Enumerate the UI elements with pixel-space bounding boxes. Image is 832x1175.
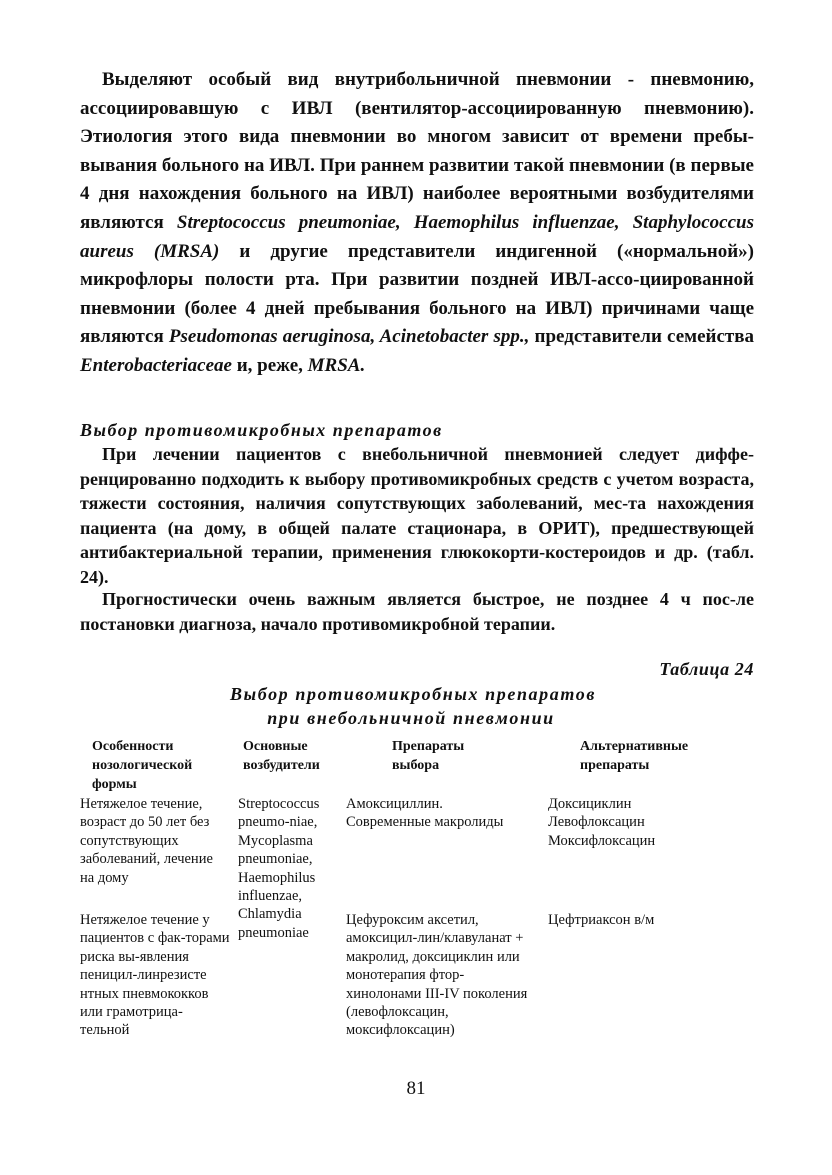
table-row1-pathogens: Streptococcus pneumo-niae, Mycoplasma pneumoniae, Haemophilus influenzae, Chlamydia pneumoniae <box>238 796 320 941</box>
table-row2-alternatives: Цефтриаксон в/м <box>548 912 655 928</box>
intro-text: и другие представители индигенной («нормальной») микрофлоры полости рта. При развитии поздней ИВЛ-ассо-циированной пневмонии (более 4 дней пребывания больного на ИВЛ) причинами чаще являются <box>80 240 754 348</box>
table-title-line1: Выбор противомикробных препаратов <box>230 684 596 704</box>
treatment-paragraph: При лечении пациентов с внебольничной пневмонией следует диффе-ренцированно подходить к выбору противомикробных средств с учетом возраста, тяжести состояния, наличия сопутствующих заболеваний, мес-та нахождения пациента (на дому, в общей палате стационара, в ОРИТ), предшествующей антибактериальной терапии, применения глюкокорти-костероидов и др. (табл. 24). <box>80 444 754 587</box>
table-row2-drugs: Цефуроксим аксетил, амоксицил-лин/клавуланат + макролид, доксициклин или монотерапия фтор-хинолонами III-IV поколения (левофлоксацин, моксифлоксацин) <box>346 912 528 1039</box>
page-number: 81 <box>406 1078 426 1099</box>
intro-paragraph <box>80 66 754 381</box>
latin-term: Enterobacteriaceae <box>80 354 232 376</box>
table-title-line2: при внебольничной пневмонии <box>267 708 555 728</box>
intro-text: Выделяют особый вид внутрибольничной пневмонии - пневмонию, ассоциировавшую с ИВЛ (вентилятор-ассоциированную пневмонию). Этиология этого вида пневмонии во многом зависит от времени пребы-вывания больного на ИВЛ. При раннем развитии такой пневмонии (в первые 4 дня нахождения больного на ИВЛ) наиболее вероятными возбудителями являются <box>80 69 754 233</box>
section-title: Выбор противомикробных препаратов <box>80 420 443 440</box>
latin-term: Pseudomonas aeruginosa, Acinetobacter spp., <box>168 326 530 348</box>
table-header-pathogens: Основные возбудители <box>243 739 320 773</box>
intro-text: представители семейства <box>529 326 754 348</box>
table-header-drugs: Препараты выбора <box>392 739 465 773</box>
table-row1-alternatives: Доксициклин Левофлоксацин Моксифлоксацин <box>548 796 656 849</box>
table-header-alternatives: Альтернативные препараты <box>580 739 689 773</box>
prognosis-paragraph: Прогностически очень важным является быстрое, не позднее 4 ч пос-ле постановки диагноза, начало противомикробной терапии. <box>80 589 754 634</box>
table-header-form: Особенности нозологической формы <box>92 739 193 792</box>
intro-text: и, реже, <box>231 354 308 376</box>
latin-term: MRSA. <box>307 354 366 376</box>
table-label: Таблица 24 <box>659 659 754 679</box>
latin-term: Streptococcus pneumoniae, Haemophilus influenzae, Staphylococcus aureus (MRSA) <box>80 211 754 262</box>
table-row1-form: Нетяжелое течение, возраст до 50 лет без сопутствующих заболеваний, лечение на дому <box>80 796 213 886</box>
table-row2-form: Нетяжелое течение у пациентов с фак-торами риска вы-явления пеницил-линрезисте нтных пневмококков или грамотрица-тельной <box>80 912 230 1039</box>
table-row1-drugs: Амоксициллин. Современные макролиды <box>346 796 504 831</box>
